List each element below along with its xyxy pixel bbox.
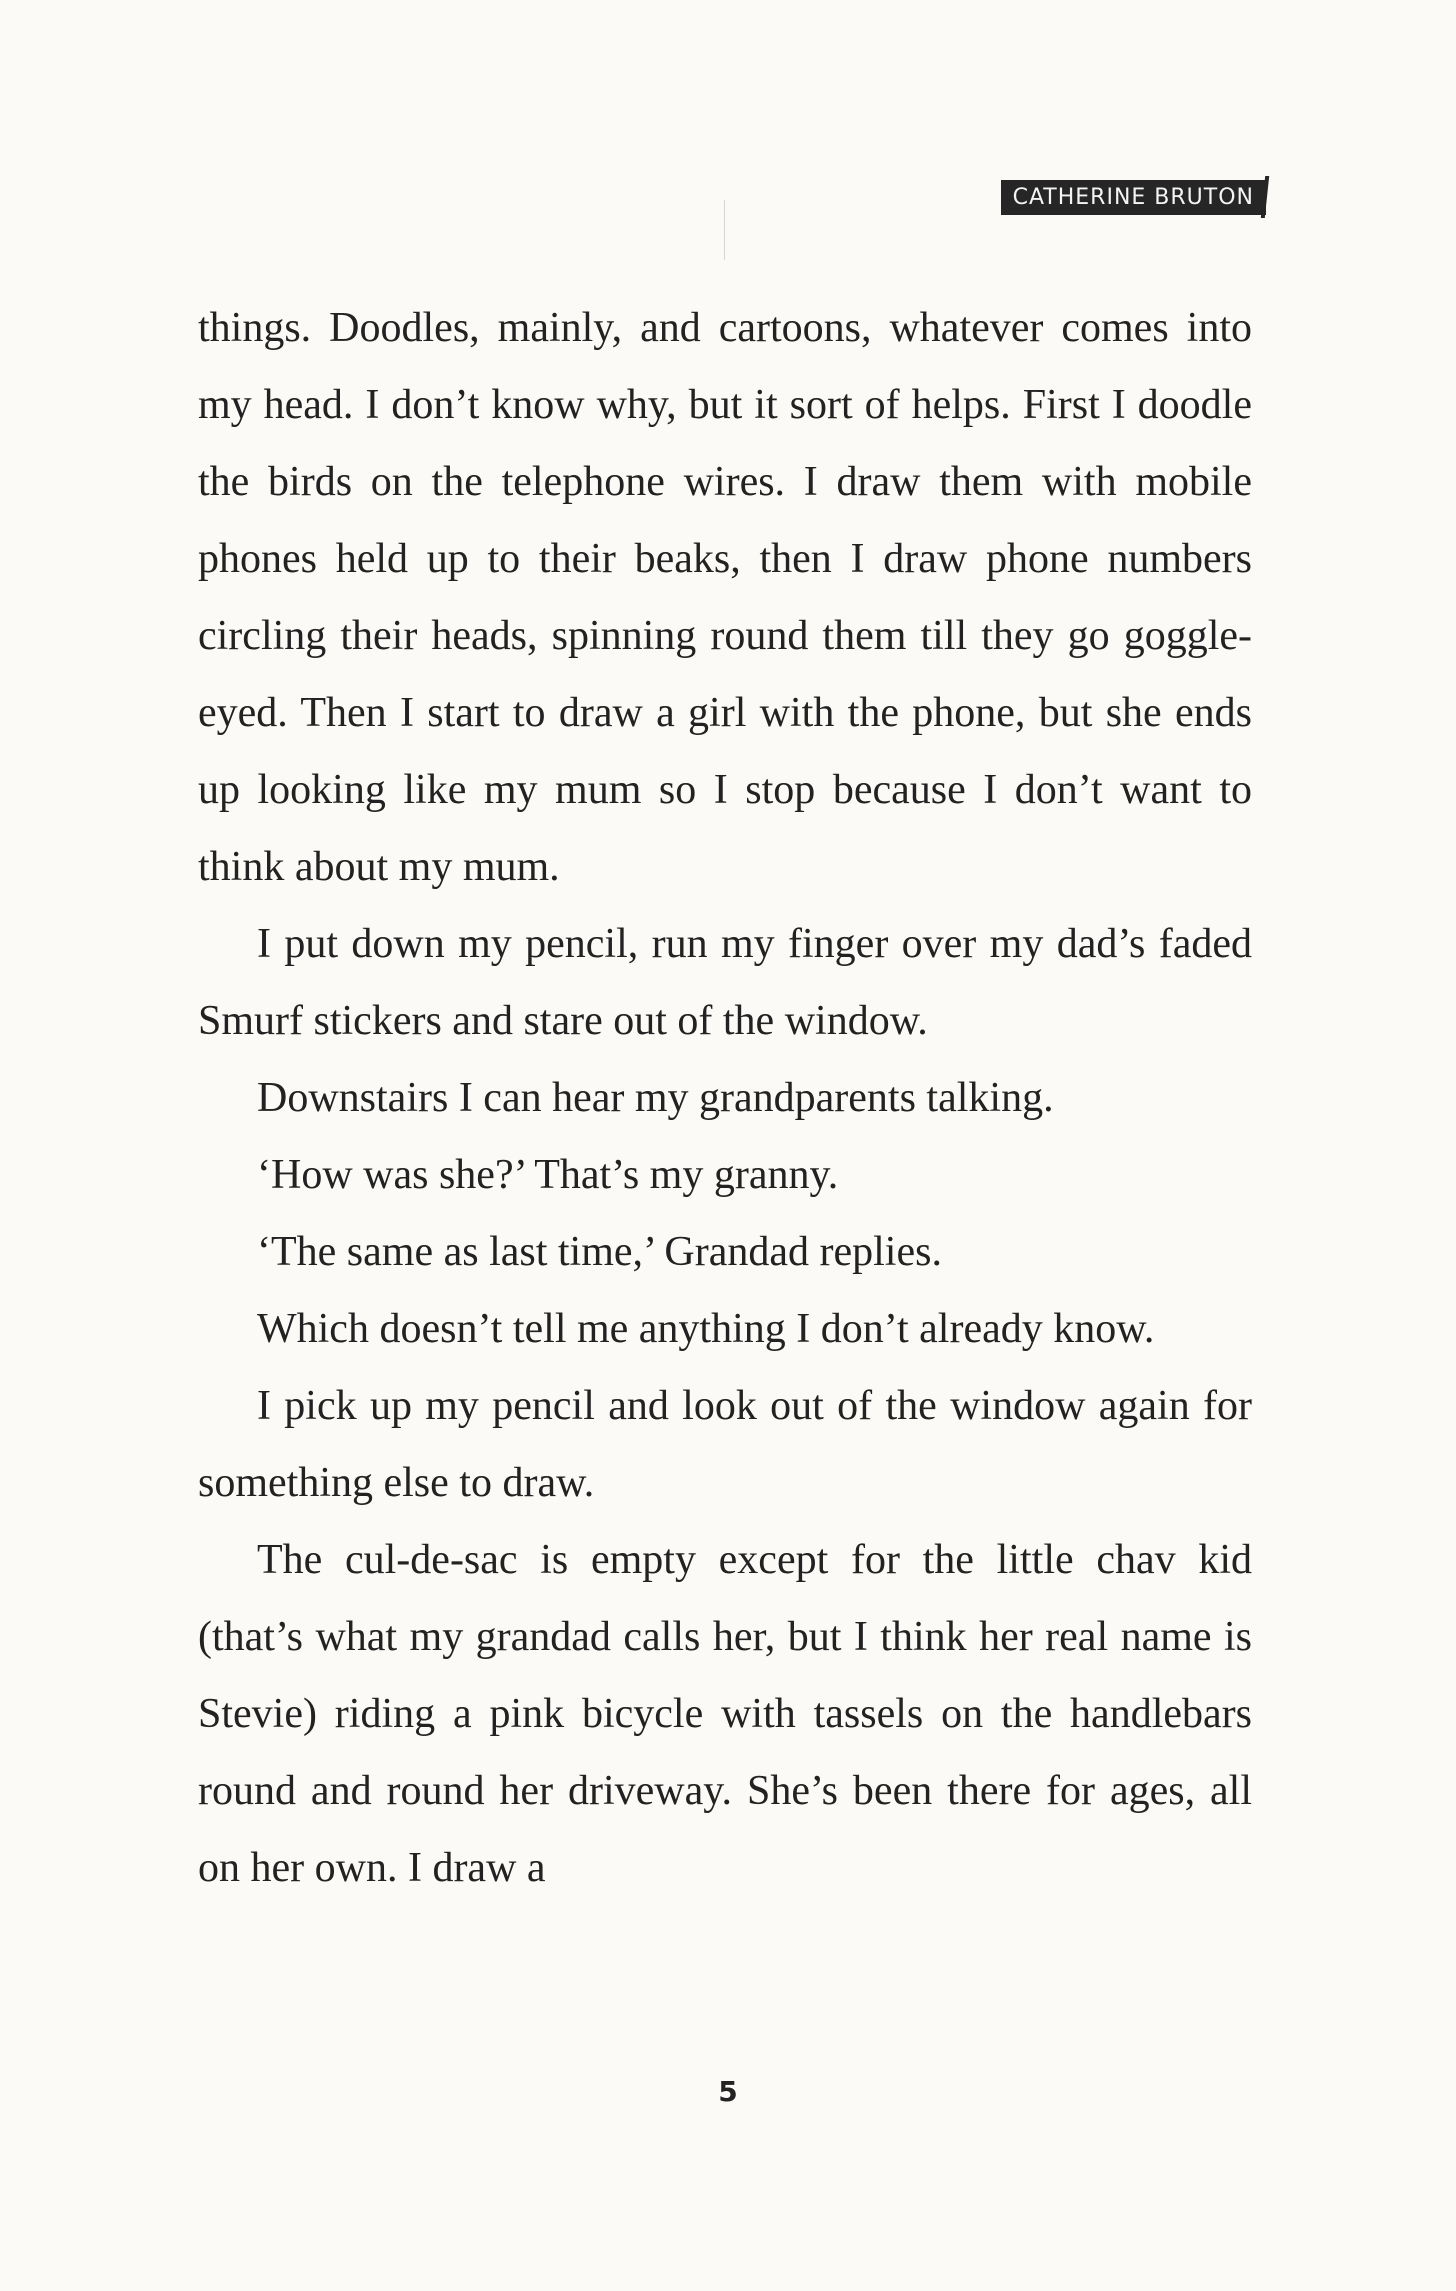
page-number: 5: [718, 2075, 738, 2108]
dialogue-line: ‘How was she?’ That’s my granny.: [257, 1152, 839, 1198]
gutter-shadow: [724, 200, 725, 260]
paragraph: I put down my pencil, run my finger over my dad’s faded Smurf stickers and stare out of the window.: [198, 921, 1252, 1044]
paragraph: I pick up my pencil and look out of the window again for something else to draw.: [198, 1383, 1252, 1506]
paragraph-continued: things. Doodles, mainly, and cartoons, whatever comes into my head. I don’t know why, but it sort of helps. First I doodle the birds on the telephone wires. I draw them with mobile phones held up to their beaks, then I draw phone numbers circling their heads, spinning round them till they go goggle-eyed. Then I start to draw a girl with the phone, but she ends up looking like my mum so I stop because I don’t want to think about my mum.: [198, 305, 1252, 890]
body-text: [198, 290, 1252, 1907]
paragraph-continues: The cul-de-sac is empty except for the little chav kid (that’s what my grandad calls her, but I think her real name is Stevie) riding a pink bicycle with tassels on the handlebars round and round her driveway. She’s been there for ages, all on her own. I draw a: [198, 1537, 1252, 1891]
paragraph: Which doesn’t tell me anything I don’t already know.: [257, 1306, 1155, 1352]
paragraph: Downstairs I can hear my grandparents talking.: [257, 1075, 1054, 1121]
running-header: CATHERINE BRUTON: [1001, 180, 1266, 215]
dialogue-line: ‘The same as last time,’ Grandad replies.: [257, 1229, 942, 1275]
